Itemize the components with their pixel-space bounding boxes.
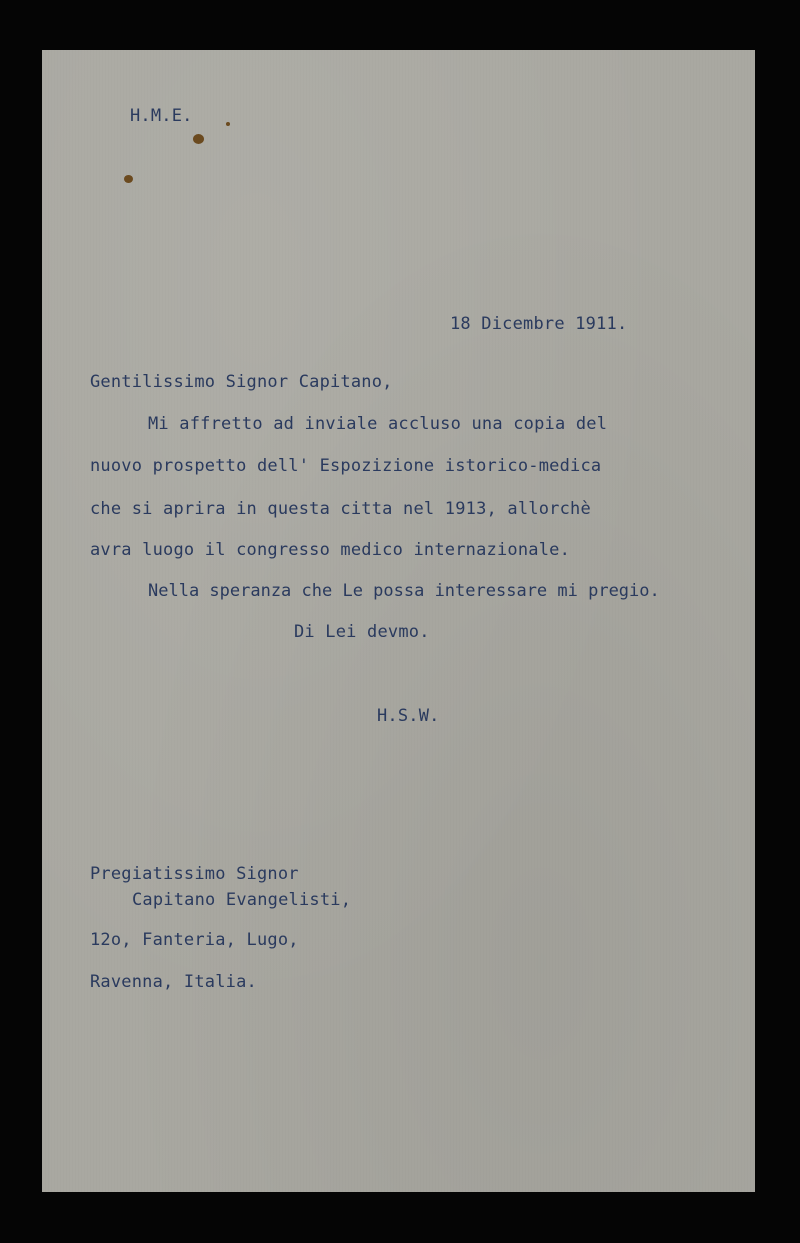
address-line: Pregiatissimo Signor xyxy=(90,864,299,884)
signature-initials: H.S.W. xyxy=(377,706,440,726)
closing-line: Nella speranza che Le possa interessare mi pregio. xyxy=(148,581,660,601)
body-line: nuovo prospetto dell' Espozizione istorico-medica xyxy=(90,456,602,476)
ink-stain xyxy=(124,175,133,183)
letter-date: 18 Dicembre 1911. xyxy=(450,314,628,334)
closing-signoff: Di Lei devmo. xyxy=(294,622,430,642)
body-line: Mi affretto ad inviale accluso una copia del xyxy=(148,414,608,434)
address-line: 12o, Fanteria, Lugo, xyxy=(90,930,299,950)
initials-top: H.M.E. xyxy=(130,106,193,126)
body-line: che si aprira in questa citta nel 1913, allorchè xyxy=(90,499,591,519)
body-line: avra luogo il congresso medico internazionale. xyxy=(90,540,571,560)
ink-stain xyxy=(226,122,230,126)
letter-sheet xyxy=(42,50,755,1192)
ink-stain xyxy=(193,134,204,144)
address-line: Ravenna, Italia. xyxy=(90,972,257,992)
salutation: Gentilissimo Signor Capitano, xyxy=(90,372,393,392)
address-line: Capitano Evangelisti, xyxy=(132,890,352,910)
